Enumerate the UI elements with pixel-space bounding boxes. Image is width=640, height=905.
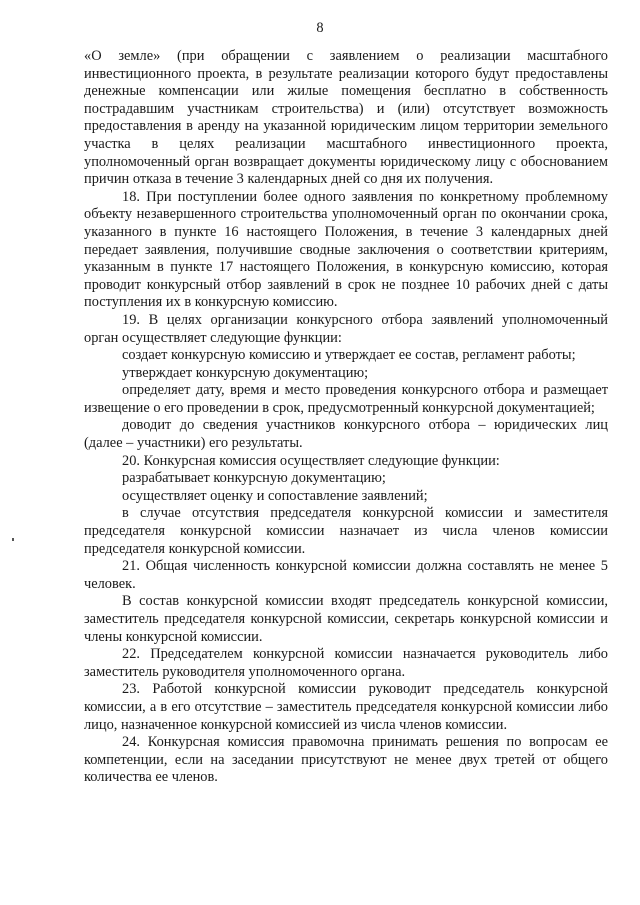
list-item: разрабатывает конкурсную документацию; <box>122 470 386 487</box>
paragraph-item-20: 20. Конкурсная комиссия осуществляет следующие функции: <box>122 452 500 469</box>
paragraph-item-19: 19. В целях организации конкурсного отбора заявлений уполномоченный орган осуществляет следующие функции: <box>84 311 608 346</box>
list-item: осуществляет оценку и сопоставление заявлений; <box>122 487 428 504</box>
paragraph-item-18: 18. При поступлении более одного заявления по конкретному проблемному объекту незавершенного строительства уполномоченный орган по окончании срока, указанного в пункте 16 настоящего Положения, в течение 3 календарных дней передает заявления, получившие сводные заключения о соответствии критериям, указанным в пункте 17 настоящего Положения, в конкурсную комиссию, которая проводит конкурсный отбор заявлений в срок не позднее 10 рабочих дней с даты поступления их в конкурсную комиссию. <box>84 188 608 311</box>
paragraph-item-24: 24. Конкурсная комиссия правомочна принимать решения по вопросам ее компетенции, если на заседании присутствуют не менее двух третей от общего количества ее членов. <box>84 734 608 786</box>
paragraph-item-21: 21. Общая численность конкурсной комиссии должна составлять не менее 5 человек. <box>84 558 608 592</box>
list-item: в случае отсутствия председателя конкурсной комиссии и заместителя председателя конкурсной комиссии назначает из числа членов комиссии председателя конкурсной комиссии. <box>84 505 608 557</box>
list-item: создает конкурсную комиссию и утверждает ее состав, регламент работы; <box>122 347 576 364</box>
paragraph-commission-composition: В состав конкурсной комиссии входят председатель конкурсной комиссии, заместитель председателя конкурсной комиссии, секретарь конкурсной комиссии и члены конкурсной комиссии. <box>84 593 608 645</box>
list-item: определяет дату, время и место проведения конкурсного отбора и размещает извещение о его проведении в срок, предусмотренный конкурсной документацией; <box>84 382 608 416</box>
scan-artifact <box>12 538 14 541</box>
paragraph-item-23: 23. Работой конкурсной комиссии руководит председатель конкурсной комиссии, а в его отсутствие – заместитель председателя конкурсной комиссии либо лицо, назначенное конкурсной комиссией из числа членов комиссии. <box>84 681 608 733</box>
page-number: 8 <box>316 20 324 36</box>
paragraph-item-22: 22. Председателем конкурсной комиссии назначается руководитель либо заместитель руководителя уполномоченного органа. <box>84 646 608 680</box>
list-item: доводит до сведения участников конкурсного отбора – юридических лиц (далее – участники) его результаты. <box>84 417 608 452</box>
paragraph-continuation: «О земле» (при обращении с заявлением о реализации масштабного инвестиционного проекта, в результате реализации которого будут предоставлены денежные компенсации или жилые помещения бесплатно в собственность пострадавшим участникам строительства) и (или) отсутствует возможность предоставления в аренду на указанной юридическим лицом территории земельного участка в целях реализации масштабного инвестиционного проекта, уполномоченный орган возвращает документы юридическому лицу с обоснованием причин отказа в течение 3 календарных дней со дня их получения. <box>84 48 608 188</box>
document-body <box>84 48 608 787</box>
list-item: утверждает конкурсную документацию; <box>122 364 369 381</box>
